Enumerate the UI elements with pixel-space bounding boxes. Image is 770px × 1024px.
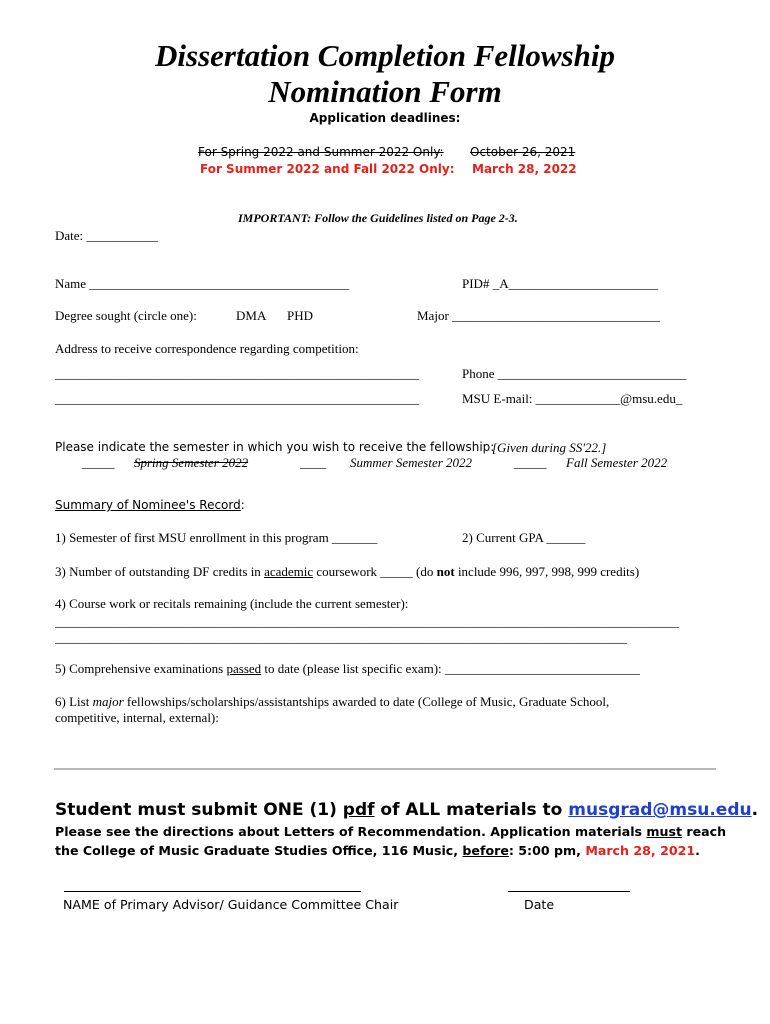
- advisor-signature-line[interactable]: [64, 891, 361, 892]
- spring-blank[interactable]: _____: [82, 455, 115, 470]
- advisor-signature-label: NAME of Primary Advisor/ Guidance Committee Chair: [63, 897, 399, 912]
- semester-prompt: Please indicate the semester in which you wish to receive the fellowship:: [55, 440, 495, 454]
- summary-heading: Summary of Nominee's Record:: [55, 498, 245, 512]
- section-divider: [54, 768, 716, 770]
- new-deadline-date: March 28, 2022: [472, 162, 577, 176]
- old-deadline-date: October 26, 2021: [470, 145, 576, 159]
- phone-field[interactable]: Phone _____________________________: [462, 366, 687, 381]
- new-deadline-label: For Summer 2022 and Fall 2022 Only:: [200, 162, 455, 176]
- q4-course-work-label: 4) Course work or recitals remaining (include the current semester):: [55, 596, 409, 611]
- degree-option-phd[interactable]: PHD: [287, 308, 314, 323]
- date-signature-label: Date: [524, 897, 555, 912]
- address-label: Address to receive correspondence regarding competition:: [55, 341, 359, 356]
- pid-field[interactable]: PID# _A_______________________: [462, 276, 659, 291]
- fall-blank[interactable]: _____: [514, 455, 547, 470]
- form-title-line1: Dissertation Completion Fellowship: [155, 38, 615, 73]
- q4-line-1[interactable]: ________________________________________________________________________________________________: [55, 614, 679, 629]
- old-deadline-label: For Spring 2022 and Summer 2022 Only:: [198, 145, 444, 159]
- summer-blank[interactable]: ____: [300, 455, 326, 470]
- name-field[interactable]: Name ________________________________________: [55, 276, 350, 291]
- submit-directions-2: the College of Music Graduate Studies Office, 116 Music, before: 5:00 pm, March 28, 2021.: [55, 843, 700, 858]
- semester-note: [Given during SS'22.]: [492, 440, 607, 455]
- address-line-2[interactable]: ________________________________________________________: [55, 391, 419, 406]
- q1-first-enrollment[interactable]: 1) Semester of first MSU enrollment in this program _______: [55, 530, 378, 545]
- q6-fellowships-cont: competitive, internal, external):: [55, 710, 219, 725]
- q2-current-gpa[interactable]: 2) Current GPA ______: [462, 530, 586, 545]
- q3-df-credits[interactable]: 3) Number of outstanding DF credits in academic coursework _____ (do not include 996, 997, 998, 999 credits): [55, 564, 640, 579]
- date-signature-line[interactable]: [508, 891, 630, 892]
- submit-instruction: Student must submit ONE (1) pdf of ALL materials to musgrad@msu.edu.: [55, 800, 759, 820]
- q5-comprehensive-exams[interactable]: 5) Comprehensive examinations passed to date (please list specific exam): ______________________________: [55, 661, 640, 676]
- form-title-line2: Nomination Form: [268, 74, 502, 109]
- fall-semester-option: Fall Semester 2022: [566, 455, 668, 470]
- major-field[interactable]: Major ________________________________: [417, 308, 661, 323]
- submit-directions-1: Please see the directions about Letters of Recommendation. Application materials must reach: [55, 824, 727, 839]
- important-note: IMPORTANT: Follow the Guidelines listed on Page 2-3.: [238, 211, 518, 225]
- deadlines-heading: Application deadlines:: [309, 111, 461, 125]
- address-line-1[interactable]: ________________________________________________________: [55, 366, 419, 381]
- degree-label: Degree sought (circle one):: [55, 308, 197, 323]
- date-field[interactable]: Date: ___________: [55, 228, 158, 243]
- degree-option-dma[interactable]: DMA: [236, 308, 267, 323]
- submit-email-link[interactable]: musgrad@msu.edu: [568, 800, 752, 820]
- email-field[interactable]: MSU E-mail: _____________@msu.edu_: [462, 391, 683, 406]
- q6-fellowships[interactable]: 6) List major fellowships/scholarships/assistantships awarded to date (College of Music, Graduate School,: [55, 694, 610, 709]
- summer-semester-option: Summer Semester 2022: [350, 455, 473, 470]
- q4-line-2[interactable]: ________________________________________________________________________________________: [55, 630, 627, 645]
- spring-semester-option: Spring Semester 2022: [134, 455, 249, 470]
